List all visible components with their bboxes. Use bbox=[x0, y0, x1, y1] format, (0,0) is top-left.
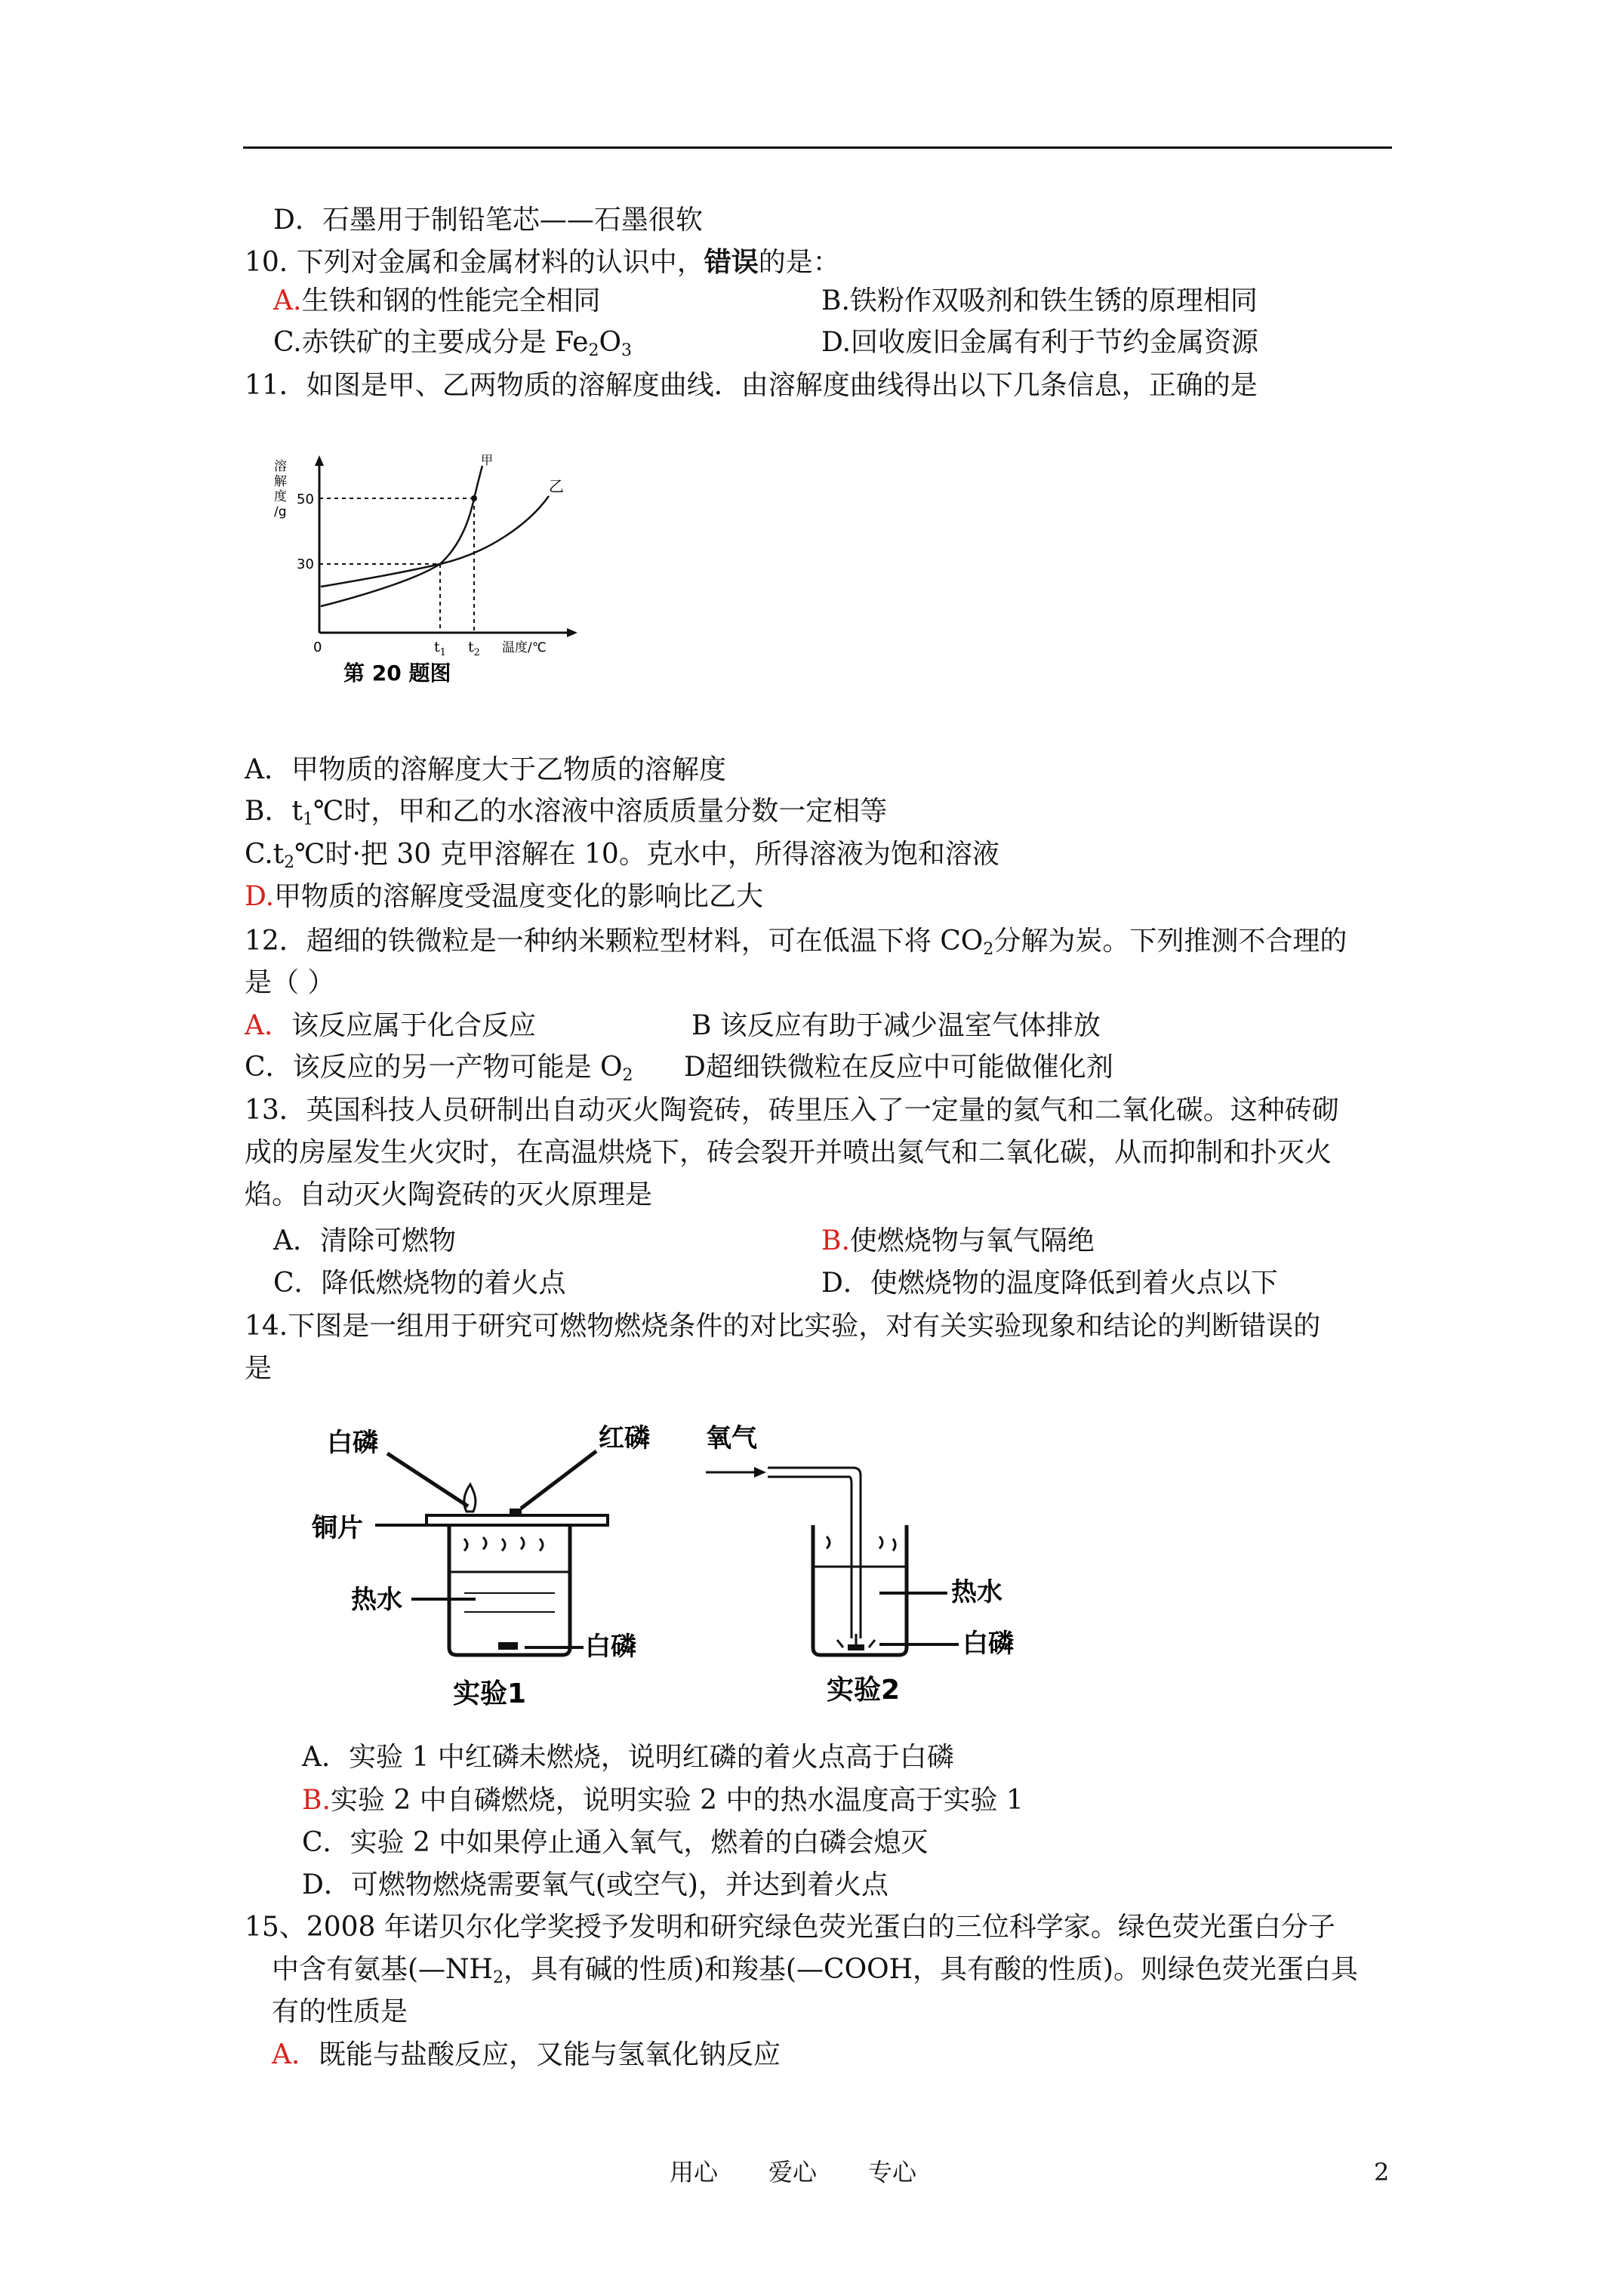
label-yi: 乙 bbox=[549, 477, 564, 495]
q13-option-d: D．使燃烧物的温度降低到着火点以下 bbox=[821, 1268, 1278, 1299]
pointer-white-p bbox=[387, 1453, 468, 1506]
label-copper-sheet: 铜片 bbox=[312, 1513, 363, 1543]
label-experiment-1: 实验1 bbox=[453, 1678, 527, 1709]
q13-option-c: C．降低燃烧物的着火点 bbox=[273, 1268, 566, 1299]
q13-stem-line3: 焰。自动灭火陶瓷砖的灭火原理是 bbox=[245, 1179, 653, 1210]
label-red-phosphorus: 红磷 bbox=[599, 1423, 650, 1453]
q14-option-a: A．实验 1 中红磷未燃烧，说明红磷的着火点高于白磷 bbox=[302, 1742, 954, 1773]
q12-stem-line1: 12．超细的铁微粒是一种纳米颗粒型材料，可在低温下将 $CO_2$分解为炭。下列推测不合理的 bbox=[245, 926, 1347, 959]
q13-stem-line2: 成的房屋发生火灾时，在高温烘烧下，砖会裂开并喷出氦气和二氧化碳，从而抑制和扑灭火 bbox=[245, 1137, 1332, 1168]
q12-option-b: B 该反应有助于减少温室气体排放 bbox=[691, 1010, 1101, 1041]
tick-origin: 0 bbox=[313, 639, 322, 655]
copper-sheet bbox=[427, 1515, 608, 1525]
q10-stem-emphasis: 错误 bbox=[704, 246, 759, 278]
pointer-red-p bbox=[521, 1451, 596, 1509]
q12-option-a: A．该反应属于化合反应 bbox=[245, 1010, 537, 1041]
q13-option-b: B.使燃烧物与氧气隔绝 bbox=[821, 1225, 1095, 1256]
figure-caption: 第 20 题图 bbox=[343, 661, 451, 686]
answer-marker: A． bbox=[272, 2039, 319, 2070]
q14-stem-line1: 14.下图是一组用于研究可燃物燃烧条件的对比实验，对有关实验现象和结论的判断错误的 bbox=[245, 1311, 1321, 1342]
q12-option-c: C．该反应的另一产物可能是 $O_2$ bbox=[245, 1052, 633, 1085]
steam-1 bbox=[464, 1537, 543, 1551]
q15-stem-line2: 中含有氨基($—NH_2$，具有碱的性质)和羧基(—COOH，具有酸的性质)。则绿色荧光蛋白具 bbox=[272, 1954, 1359, 1987]
q9-option-d: D．石墨用于制铅笔芯——石墨很软 bbox=[273, 205, 703, 236]
label-white-phosphorus-top: 白磷 bbox=[327, 1428, 378, 1458]
answer-marker: A． bbox=[245, 1010, 291, 1041]
q10-option-b: B.铁粉作双吸剂和铁生锈的原理相同 bbox=[821, 285, 1258, 316]
label-hot-water-2: 热水 bbox=[951, 1577, 1002, 1607]
answer-marker: B. bbox=[302, 1785, 331, 1816]
answer-marker: B. bbox=[821, 1225, 850, 1256]
q10-option-a: A.生铁和钢的性能完全相同 bbox=[273, 285, 601, 316]
point-t2 bbox=[471, 495, 477, 501]
q15-stem-line3: 有的性质是 bbox=[272, 1996, 408, 2027]
q11-option-a: A．甲物质的溶解度大于乙物质的溶解度 bbox=[245, 754, 726, 785]
label-oxygen: 氧气 bbox=[706, 1423, 757, 1453]
q11-option-b: B．$t_1℃$时，甲和乙的水溶液中溶质质量分数一定相等 bbox=[245, 796, 888, 829]
q10-stem: 10. 下列对金属和金属材料的认识中，错误的是： bbox=[245, 246, 840, 278]
white-p-piece-1 bbox=[498, 1642, 518, 1650]
q14-option-b: B.实验 2 中自磷燃烧，说明实验 2 中的热水温度高于实验 1 bbox=[302, 1785, 1024, 1816]
x-axis-arrow bbox=[567, 628, 577, 637]
q15-stem-line1: 15、2008 年诺贝尔化学奖授予发明和研究绿色荧光蛋白的三位科学家。绿色荧光蛋白分子 bbox=[245, 1912, 1335, 1943]
q11-option-d: D.甲物质的溶解度受温度变化的影响比乙大 bbox=[245, 881, 764, 912]
answer-marker: D. bbox=[245, 881, 275, 912]
tick-t1: $t_1$ bbox=[434, 639, 446, 658]
curve-yi bbox=[321, 496, 549, 587]
header-rule bbox=[243, 146, 1392, 149]
solubility-curve-figure bbox=[268, 449, 600, 695]
answer-marker: A. bbox=[273, 285, 302, 316]
footer-motto-2: 爱心 bbox=[768, 2158, 818, 2187]
experiment-2 bbox=[706, 1423, 1014, 1706]
label-white-phosphorus-bottom-2: 白磷 bbox=[962, 1629, 1014, 1659]
q12-option-d: D超细铁微粒在反应中可能做催化剂 bbox=[684, 1052, 1113, 1083]
label-hot-water-1: 热水 bbox=[351, 1585, 402, 1615]
ylabel-2: 解 bbox=[274, 474, 287, 489]
tick-t2: $t_2$ bbox=[468, 639, 480, 658]
q14-stem-line2: 是 bbox=[245, 1353, 273, 1384]
footer-motto-1: 用心 bbox=[670, 2158, 719, 2187]
curve-jia bbox=[321, 466, 482, 606]
q11-option-c: $C.t_2℃$时·把 30 克甲溶解在 10。克水中，所得溶液为饱和溶液 bbox=[245, 839, 999, 872]
ylabel-3: 度 bbox=[274, 489, 287, 504]
ylabel-4: /g bbox=[274, 504, 287, 519]
label-jia: 甲 bbox=[481, 453, 494, 467]
q15-option-a: A．既能与盐酸反应，又能与氢氧化钠反应 bbox=[272, 2039, 781, 2070]
q11-stem: 11．如图是甲、乙两物质的溶解度曲线．由溶解度曲线得出以下几条信息，正确的是 bbox=[245, 370, 1258, 401]
q13-stem-line1: 13．英国科技人员研制出自动灭火陶瓷砖，砖里压入了一定量的氦气和二氧化碳。这种砖砌 bbox=[245, 1095, 1339, 1126]
q14-option-c: C．实验 2 中如果停止通入氧气，燃着的白磷会熄灭 bbox=[302, 1827, 929, 1858]
q14-option-d: D．可燃物燃烧需要氧气(或空气)，并达到着火点 bbox=[302, 1869, 888, 1900]
q13-option-a: A．清除可燃物 bbox=[273, 1225, 456, 1256]
footer-motto-3: 专心 bbox=[868, 2158, 917, 2187]
tick-30: 30 bbox=[297, 556, 314, 572]
q12-stem-line2: 是（ ） bbox=[245, 967, 335, 998]
label-experiment-2: 实验2 bbox=[827, 1675, 901, 1706]
page-number: 2 bbox=[1374, 2158, 1390, 2187]
q10-option-d: D.回收废旧金属有利于节约金属资源 bbox=[821, 327, 1259, 358]
oxygen-arrow-head bbox=[754, 1467, 766, 1478]
white-p-piece-2 bbox=[848, 1644, 864, 1650]
tick-50: 50 bbox=[297, 492, 314, 507]
experiment-1 bbox=[311, 1423, 650, 1709]
label-white-phosphorus-bottom-1: 白磷 bbox=[585, 1632, 636, 1662]
xlabel: 温度/℃ bbox=[502, 640, 547, 655]
combustion-experiment-figure bbox=[306, 1412, 1046, 1714]
ylabel-1: 溶 bbox=[274, 459, 287, 474]
q10-option-c: C.赤铁矿的主要成分是 $Fe_2O_3$ bbox=[273, 327, 632, 360]
y-axis-arrow bbox=[315, 455, 324, 466]
flame-icon bbox=[464, 1484, 476, 1512]
